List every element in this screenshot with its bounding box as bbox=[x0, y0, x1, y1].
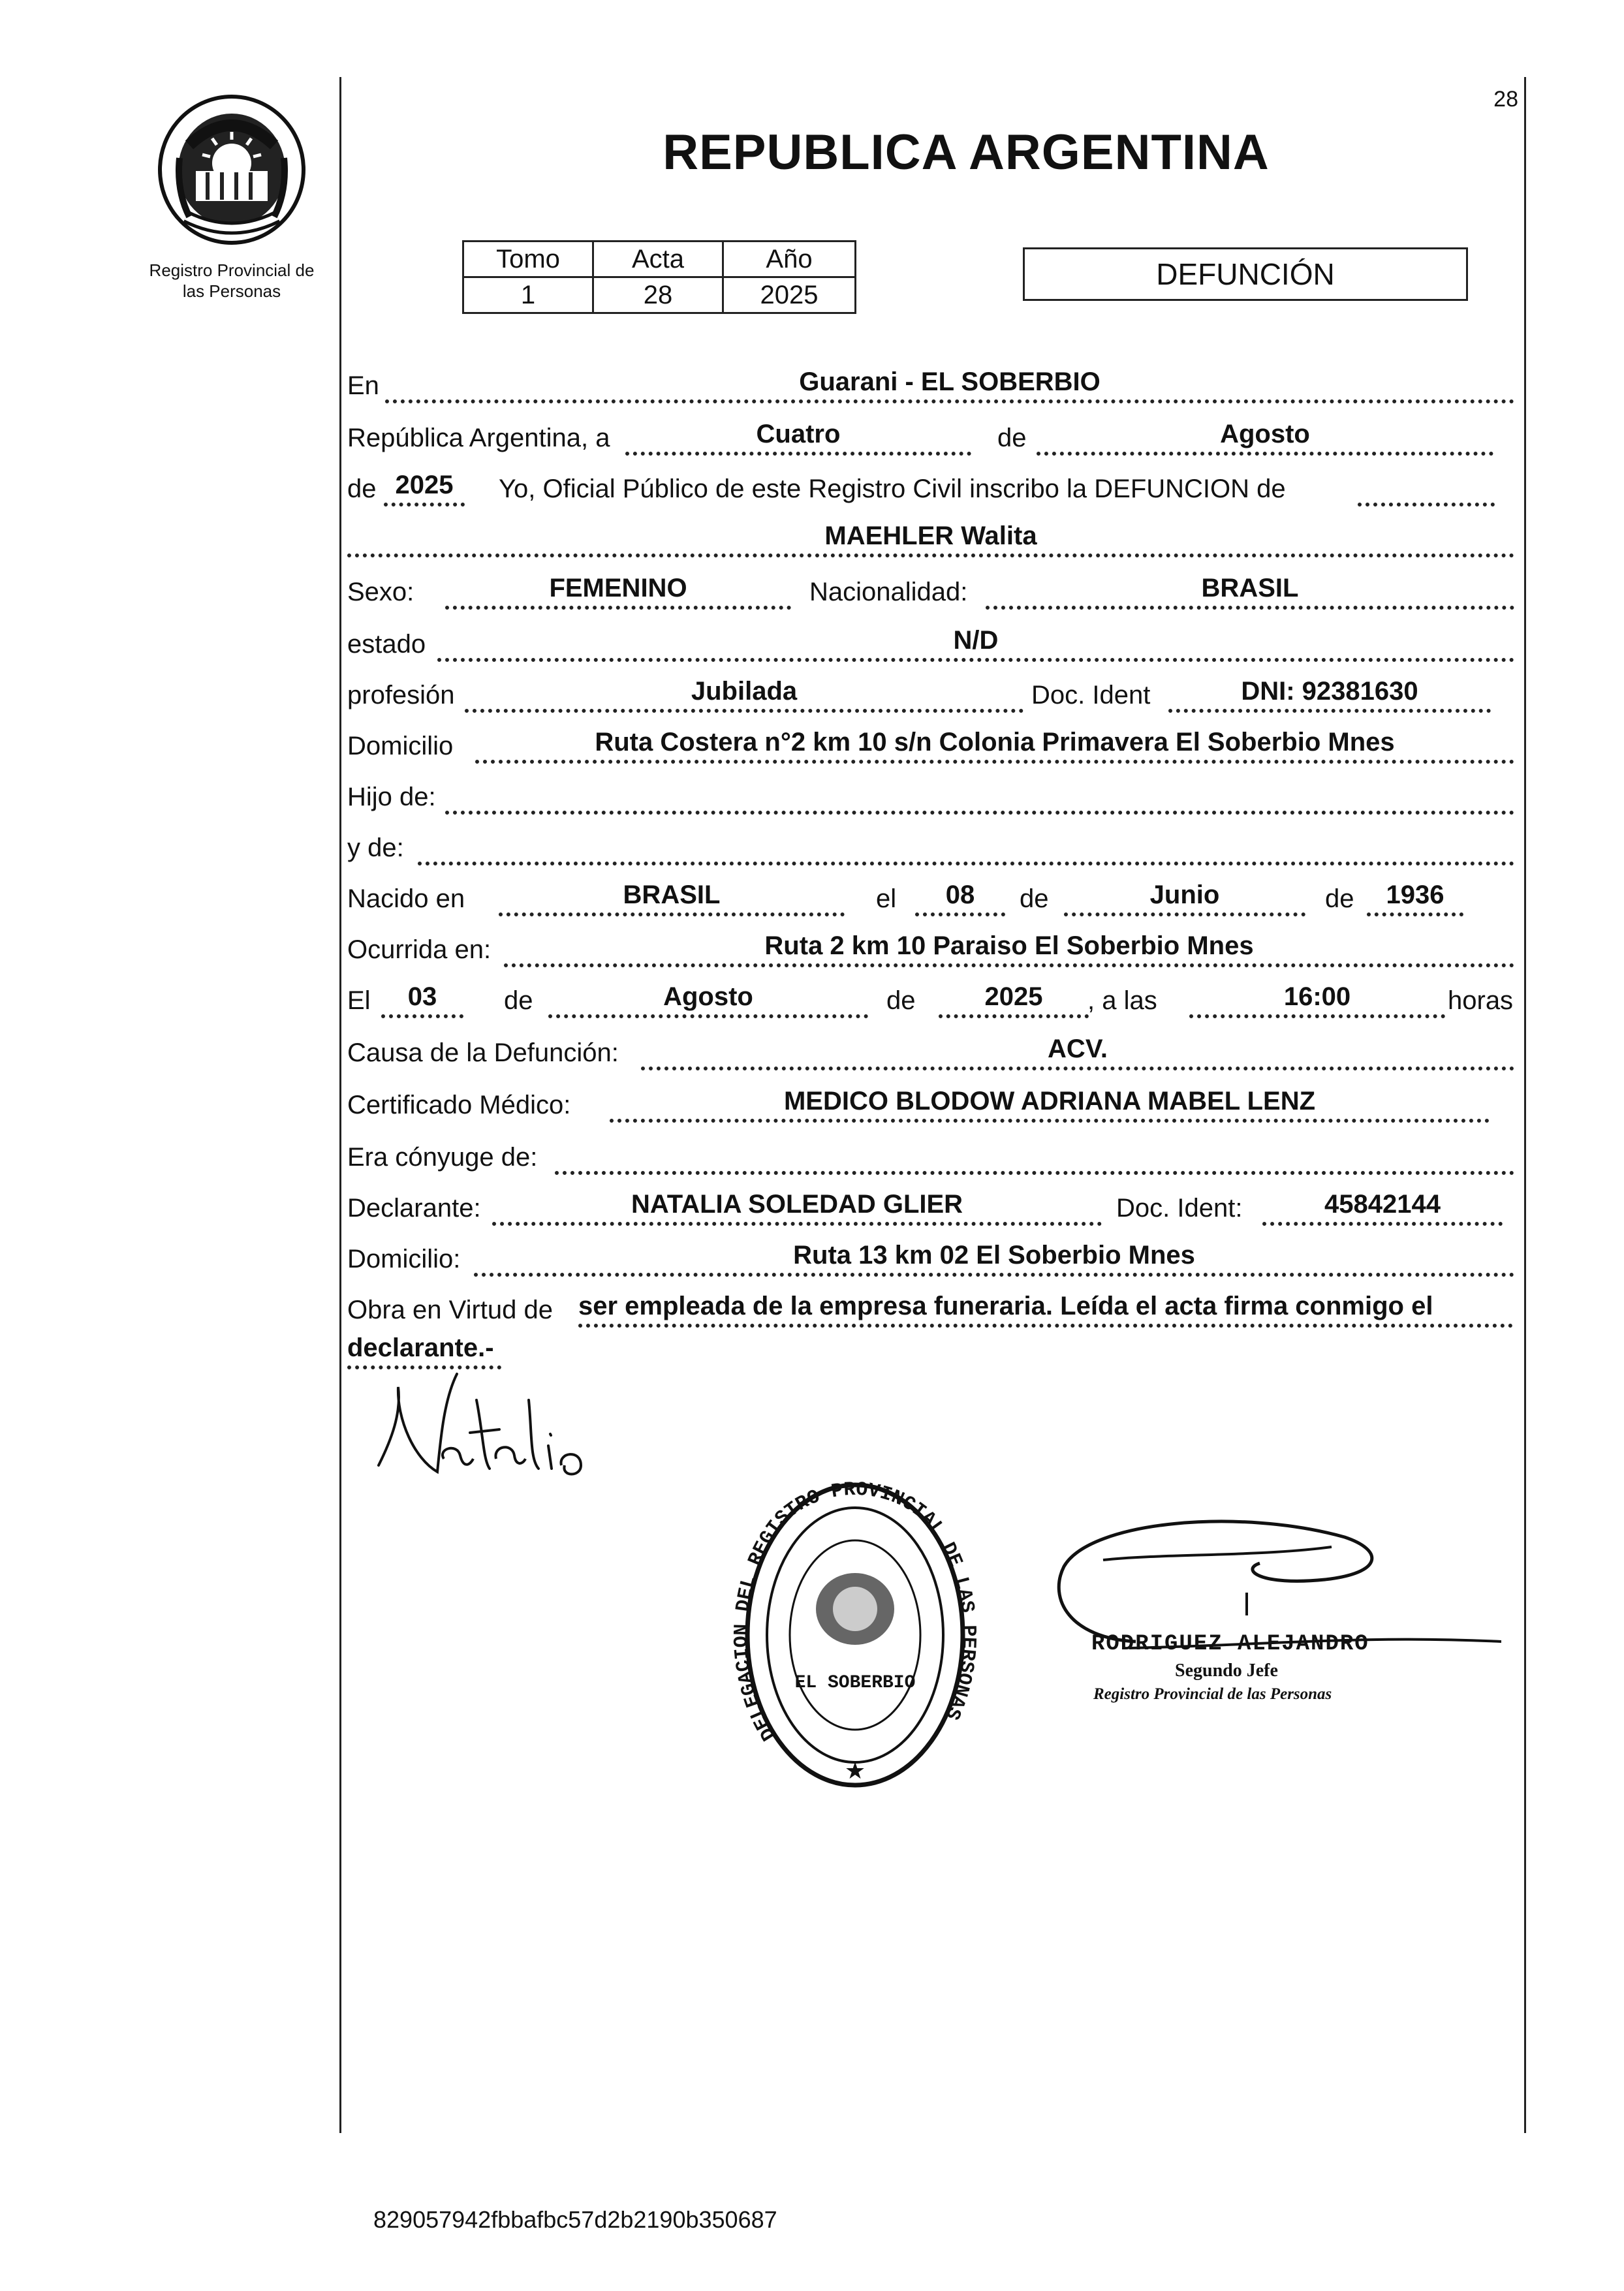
nacionalidad-label: Nacionalidad: bbox=[809, 578, 968, 606]
birth-day-value: 08 bbox=[945, 881, 975, 909]
death-year-value: 2025 bbox=[984, 982, 1043, 1011]
doc-ident-label: Doc. Ident bbox=[1031, 681, 1151, 709]
ocurrida-label: Ocurrida en: bbox=[347, 935, 492, 964]
row-sex-nationality bbox=[347, 572, 1513, 610]
death-day-value: 03 bbox=[407, 982, 437, 1011]
nacido-label: Nacido en bbox=[347, 884, 465, 913]
declarante-doc-label: Doc. Ident: bbox=[1116, 1194, 1243, 1223]
el-label: El bbox=[347, 986, 371, 1015]
record-type-box: DEFUNCIÓN bbox=[1023, 247, 1468, 301]
row-certificate bbox=[347, 1085, 1513, 1123]
ocurrida-value: Ruta 2 km 10 Paraiso El Soberbio Mnes bbox=[764, 931, 1254, 960]
row-birth bbox=[347, 879, 1513, 916]
yde-field bbox=[418, 830, 1514, 865]
row-obra bbox=[347, 1290, 1513, 1328]
doc-ident-value: DNI: 92381630 bbox=[1241, 677, 1418, 706]
left-rule bbox=[339, 77, 341, 2133]
acta-header: Acta bbox=[593, 242, 723, 277]
obra-label: Obra en Virtud de bbox=[347, 1296, 554, 1324]
obra-value: ser empleada de la empresa funeraria. Leída el acta firma conmigo el bbox=[578, 1292, 1433, 1320]
nacido-value: BRASIL bbox=[623, 881, 721, 909]
el-lower-label: el bbox=[876, 884, 897, 913]
month-text-value: Agosto bbox=[1220, 420, 1310, 448]
row-deceased-name bbox=[347, 520, 1513, 557]
record-table-header-row bbox=[463, 242, 856, 277]
death-year-de-label: de bbox=[886, 986, 916, 1015]
row-profession bbox=[347, 675, 1513, 713]
nacionalidad-value: BRASIL bbox=[1201, 574, 1299, 602]
declaration-trailing-field bbox=[1358, 471, 1495, 507]
registry-caption bbox=[111, 260, 352, 302]
row-death-date bbox=[347, 980, 1513, 1018]
certificado-value: MEDICO BLODOW ADRIANA MABEL LENZ bbox=[783, 1087, 1316, 1115]
seal-outer-text: DELEGACION DEL REGISTRO PROVINCIAL DE LAS PERSONAS bbox=[731, 1478, 979, 1745]
death-month-value: Agosto bbox=[663, 982, 753, 1011]
page-number: 28 bbox=[1493, 87, 1518, 112]
record-number-table bbox=[462, 240, 856, 314]
registry-seal-icon bbox=[731, 1472, 979, 1798]
registry-caption-line2: las Personas bbox=[182, 281, 281, 301]
declarante-domicilio-value: Ruta 13 km 02 El Soberbio Mnes bbox=[793, 1241, 1195, 1270]
a-las-label: , a las bbox=[1087, 986, 1157, 1015]
declaration-text: Yo, Oficial Público de este Registro Civil inscribo la DEFUNCION de bbox=[499, 475, 1286, 503]
record-table-value-row bbox=[463, 277, 856, 313]
tomo-value: 1 bbox=[463, 277, 593, 313]
profesion-value: Jubilada bbox=[691, 677, 798, 706]
certificado-label: Certificado Médico: bbox=[347, 1091, 571, 1119]
row-occurred bbox=[347, 929, 1513, 967]
death-de-label: de bbox=[504, 986, 533, 1015]
row-domicilio bbox=[347, 726, 1513, 764]
acta-value: 28 bbox=[593, 277, 723, 313]
conyuge-field bbox=[555, 1140, 1514, 1175]
deceased-name-value: MAEHLER Walita bbox=[824, 522, 1037, 550]
registry-caption-line1: Registro Provincial de bbox=[149, 260, 315, 280]
obra-continued-value: declarante.- bbox=[347, 1333, 494, 1362]
official-registry: Registro Provincial de las Personas bbox=[1093, 1685, 1332, 1703]
row-hijo bbox=[347, 777, 1513, 815]
ano-value: 2025 bbox=[723, 277, 856, 313]
svg-text:★: ★ bbox=[844, 1757, 866, 1784]
estado-value: N/D bbox=[953, 626, 999, 655]
row-declaration bbox=[347, 469, 1513, 507]
birth-year-value: 1936 bbox=[1386, 881, 1444, 909]
death-time-value: 16:00 bbox=[1283, 982, 1351, 1011]
row-declarant bbox=[347, 1188, 1513, 1226]
declarante-domicilio-label: Domicilio: bbox=[347, 1245, 461, 1273]
tomo-header: Tomo bbox=[463, 242, 593, 277]
domicilio-value: Ruta Costera n°2 km 10 s/n Colonia Primavera El Soberbio Mnes bbox=[595, 728, 1395, 756]
document-hash: 829057942fbbafbc57d2b2190b350687 bbox=[373, 2206, 777, 2233]
declarante-label: Declarante: bbox=[347, 1194, 481, 1223]
yde-label: y de: bbox=[347, 834, 404, 862]
row-declarant-address bbox=[347, 1239, 1513, 1277]
row-date bbox=[347, 418, 1513, 456]
place-value: Guarani - EL SOBERBIO bbox=[799, 367, 1101, 396]
causa-label: Causa de la Defunción: bbox=[347, 1038, 619, 1067]
declarante-doc-value: 45842144 bbox=[1324, 1190, 1441, 1219]
conyuge-label: Era cónyuge de: bbox=[347, 1143, 538, 1172]
sexo-label: Sexo: bbox=[347, 578, 414, 606]
birth-year-de-label: de bbox=[1325, 884, 1354, 913]
declarante-value: NATALIA SOLEDAD GLIER bbox=[631, 1190, 963, 1219]
page-title: REPUBLICA ARGENTINA bbox=[663, 125, 1270, 180]
republica-label: República Argentina, a bbox=[347, 424, 610, 452]
de-year-label: de bbox=[347, 475, 377, 503]
province-crest-icon bbox=[150, 93, 313, 249]
horas-label: horas bbox=[1448, 986, 1514, 1015]
de-label: de bbox=[997, 424, 1027, 452]
en-label: En bbox=[347, 371, 379, 400]
day-text-value: Cuatro bbox=[756, 420, 841, 448]
official-signature bbox=[1044, 1501, 1501, 1651]
estado-label: estado bbox=[347, 630, 426, 659]
official-name: RODRIGUEZ ALEJANDRO bbox=[1091, 1632, 1369, 1657]
birth-de-label: de bbox=[1020, 884, 1049, 913]
row-place bbox=[347, 366, 1513, 403]
domicilio-label: Domicilio bbox=[347, 732, 454, 760]
year-value: 2025 bbox=[395, 471, 454, 499]
official-title: Segundo Jefe bbox=[1175, 1660, 1278, 1681]
hijo-label: Hijo de: bbox=[347, 783, 436, 811]
sexo-value: FEMENINO bbox=[549, 574, 687, 602]
row-cause bbox=[347, 1033, 1513, 1070]
row-estado bbox=[347, 624, 1513, 662]
row-y-de bbox=[347, 828, 1513, 865]
ano-header: Año bbox=[723, 242, 856, 277]
hijo-field bbox=[445, 779, 1514, 815]
profesion-label: profesión bbox=[347, 681, 455, 709]
right-rule bbox=[1524, 77, 1526, 2133]
causa-value: ACV. bbox=[1048, 1035, 1108, 1063]
declarant-signature bbox=[366, 1361, 614, 1498]
seal-inner-text: EL SOBERBIO bbox=[794, 1673, 916, 1693]
row-spouse bbox=[347, 1137, 1513, 1175]
birth-month-value: Junio bbox=[1149, 881, 1220, 909]
